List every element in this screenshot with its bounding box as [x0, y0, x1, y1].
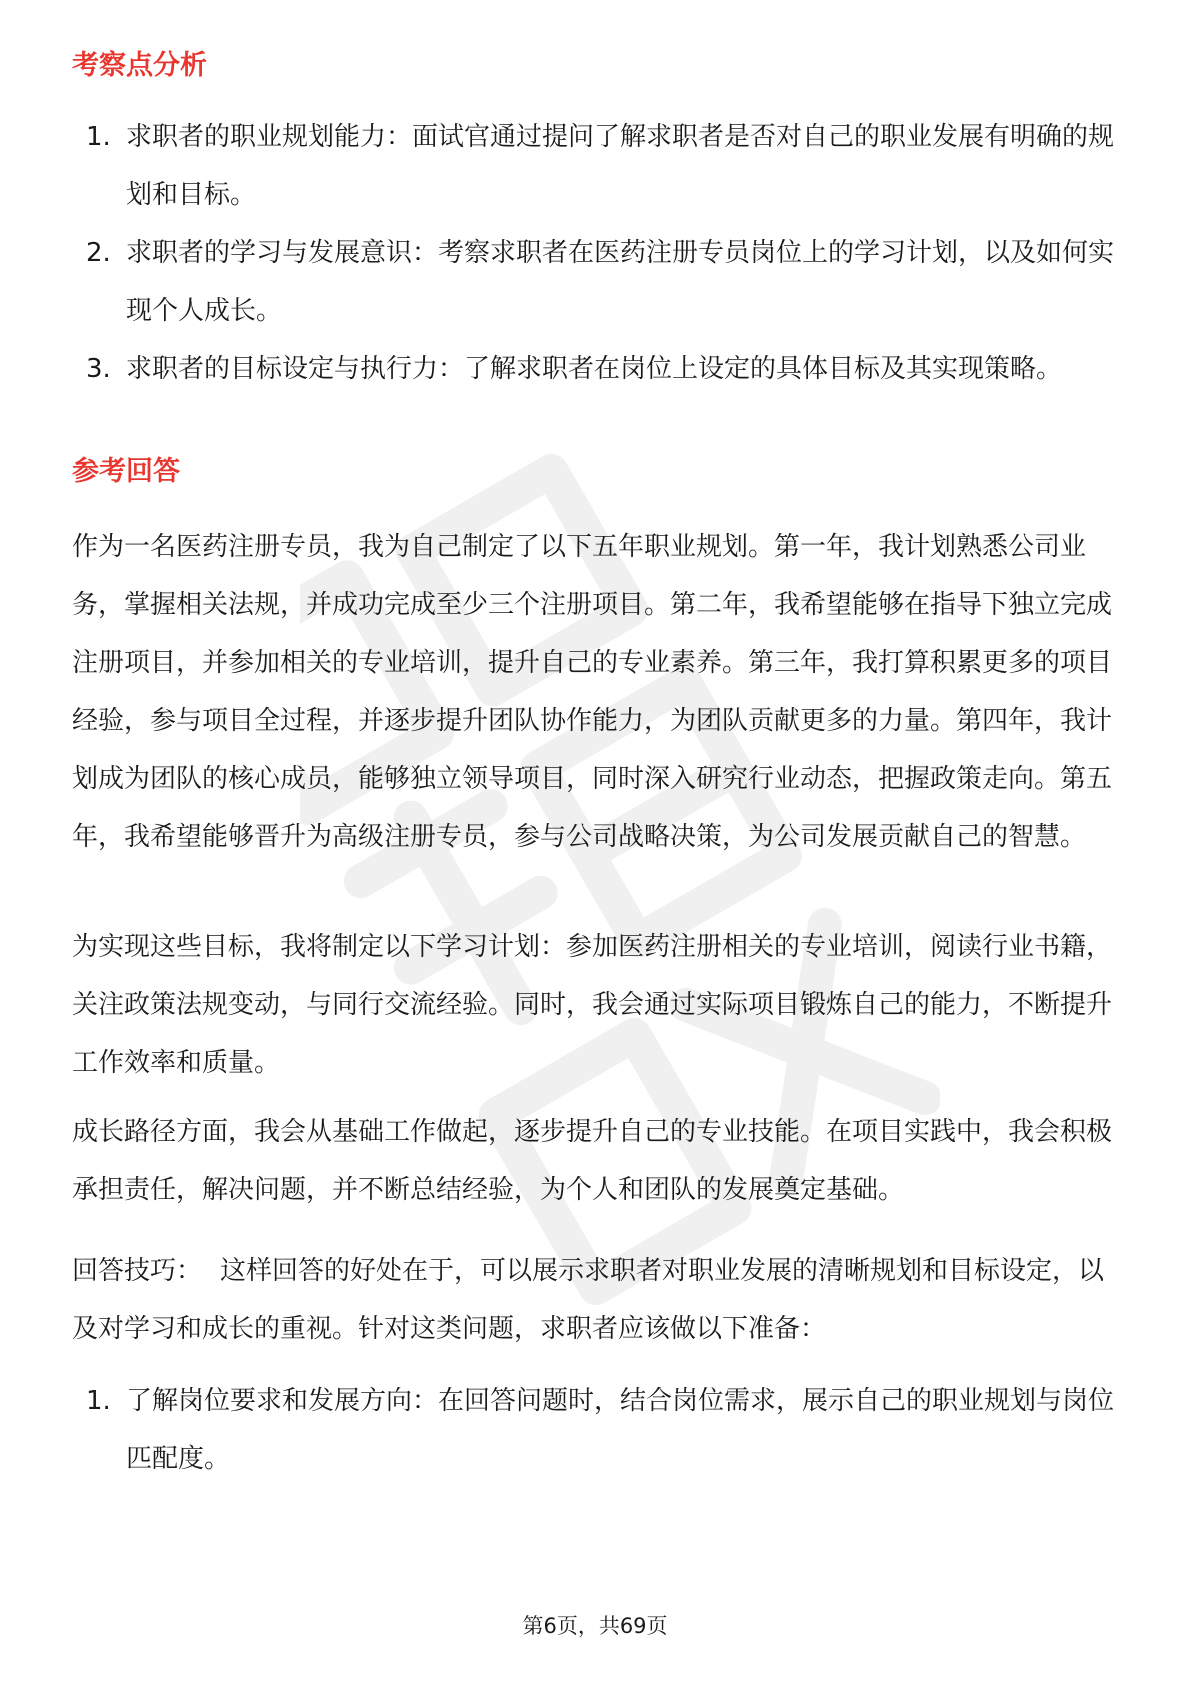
page-number: 第6页，共69页 — [522, 1614, 668, 1638]
answer-paragraph: 成长路径方面，我会从基础工作做起，逐步提升自己的专业技能。在项目实践中，我会积极承担责任，解决问题，并不断总结经验，为个人和团队的发展奠定基础。 — [72, 1117, 1113, 1205]
list-item — [72, 1372, 1122, 1488]
analysis-points-list — [72, 108, 1122, 398]
tips-paragraph — [72, 1242, 1122, 1358]
tips-label: 回答技巧： — [72, 1256, 203, 1286]
list-text: 求职者的职业规划能力：面试官通过提问了解求职者是否对自己的职业发展有明确的规划和目标。 — [126, 122, 1115, 210]
list-text: 求职者的目标设定与执行力：了解求职者在岗位上设定的具体目标及其实现策略。 — [126, 354, 1063, 384]
answer-section-title: 参考回答 — [72, 456, 180, 487]
list-number: 2. — [86, 238, 111, 268]
list-number: 3. — [86, 354, 111, 384]
list-text: 了解岗位要求和发展方向：在回答问题时，结合岗位需求，展示自己的职业规划与岗位匹配度。 — [126, 1386, 1115, 1474]
list-number: 1. — [86, 1386, 111, 1416]
list-item — [72, 224, 1122, 340]
answer-paragraph: 作为一名医药注册专员，我为自己制定了以下五年职业规划。第一年，我计划熟悉公司业务，掌握相关法规，并成功完成至少三个注册项目。第二年，我希望能够在指导下独立完成注册项目，并参加相关的专业培训，提升自己的专业素养。第三年，我打算积累更多的项目经验，参与项目全过程，并逐步提升团队协作能力，为团队贡献更多的力量。第四年，我计划成为团队的核心成员，能够独立领导项目，同时深入研究行业动态，把握政策走向。第五年，我希望能够晋升为高级注册专员，参与公司战略决策，为公司发展贡献自己的智慧。 — [72, 532, 1113, 852]
list-item — [72, 108, 1122, 224]
analysis-section-title: 考察点分析 — [72, 50, 207, 81]
tips-text: 这样回答的好处在于，可以展示求职者对职业发展的清晰规划和目标设定，以及对学习和成长的重视。针对这类问题，求职者应该做以下准备： — [72, 1256, 1105, 1344]
list-text: 求职者的学习与发展意识：考察求职者在医药注册专员岗位上的学习计划，以及如何实现个人成长。 — [126, 238, 1115, 326]
tips-points-list — [72, 1372, 1122, 1488]
answer-paragraph: 为实现这些目标，我将制定以下学习计划：参加医药注册相关的专业培训，阅读行业书籍，关注政策法规变动，与同行交流经验。同时，我会通过实际项目锻炼自己的能力，不断提升工作效率和质量。 — [72, 932, 1113, 1078]
list-item — [72, 340, 1122, 398]
list-number: 1. — [86, 122, 111, 152]
